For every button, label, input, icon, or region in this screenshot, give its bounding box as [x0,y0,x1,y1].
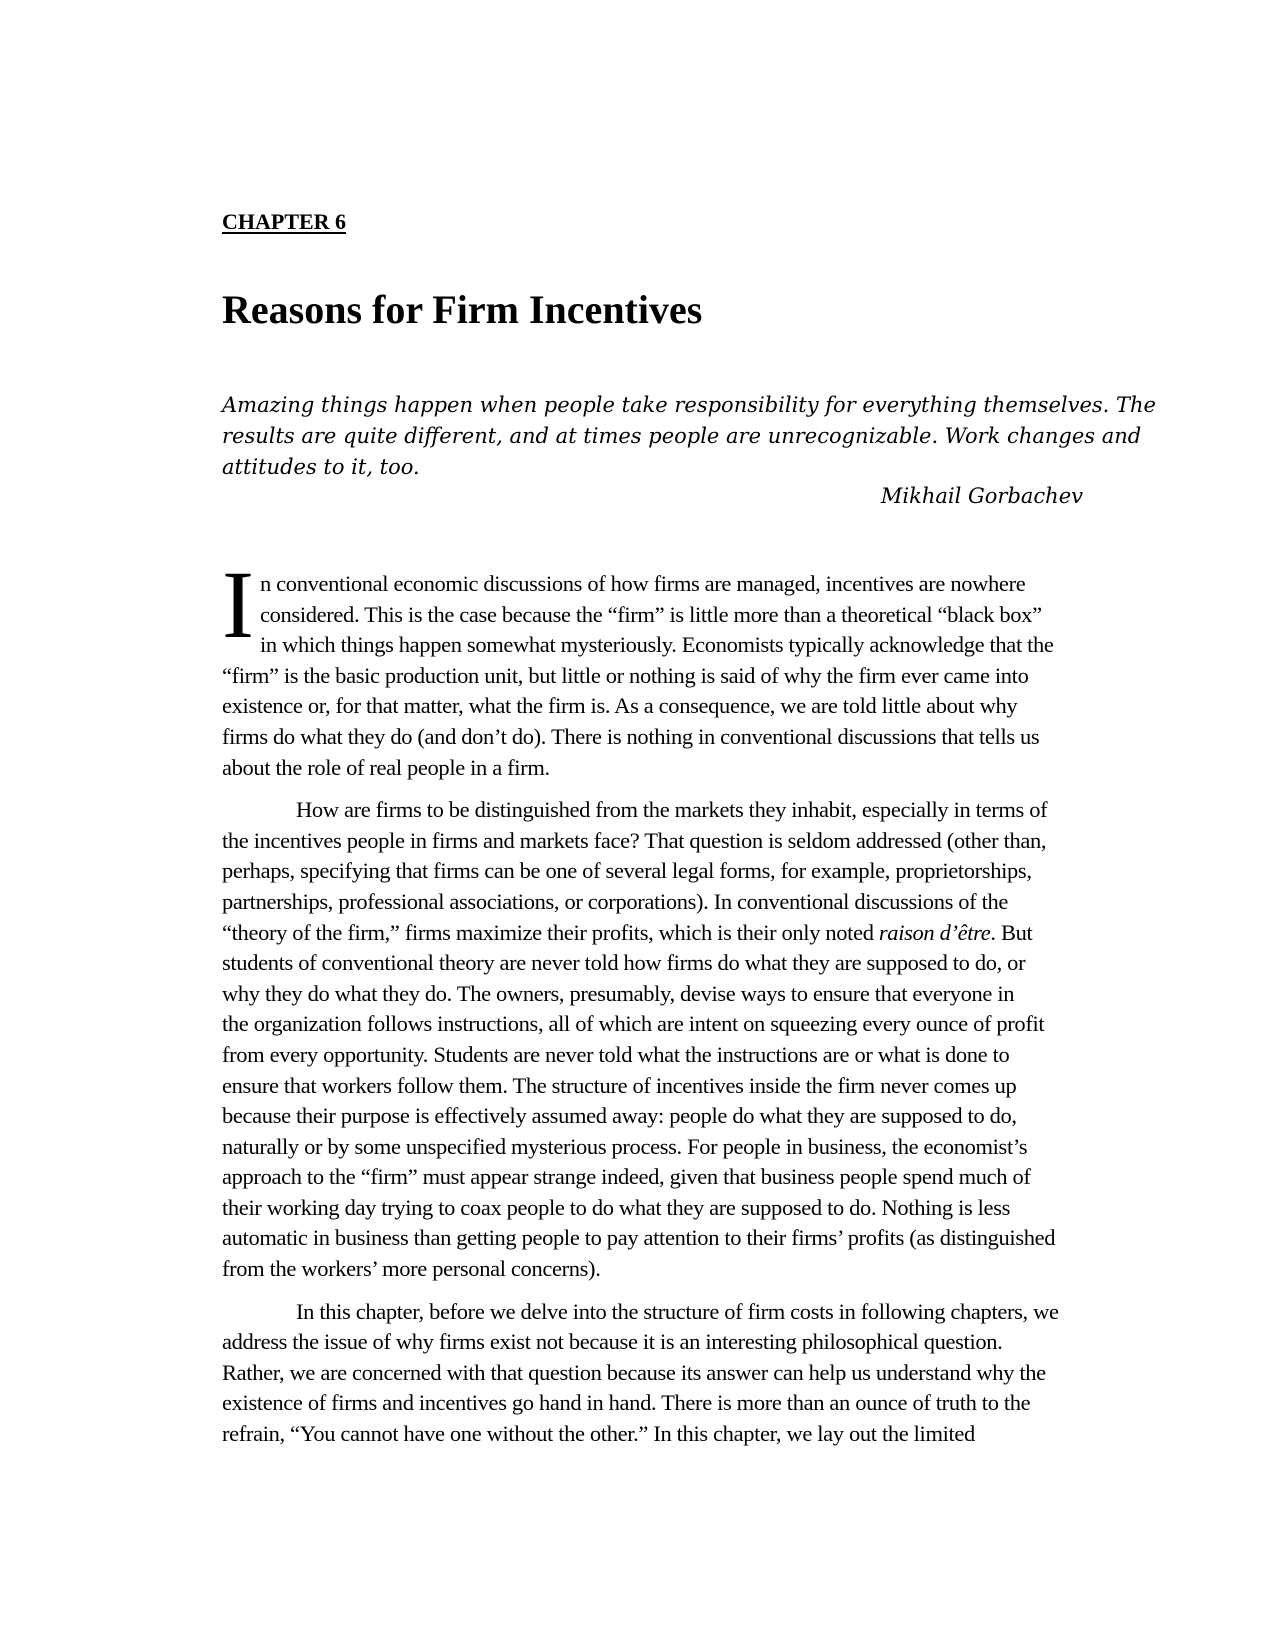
text-line: In this chapter, before we delve into the structure of firm costs in following chapters, we [296,1298,1059,1324]
body-text [222,551,1110,1450]
text-line: considered. This is the case because the “firm” is little more than a theoretical “black box” [260,601,1042,627]
italic-phrase: raison d’être [878,919,991,945]
epigraph-line: results are quite different, and at times people are unrecognizable. Work changes and [222,424,1142,448]
text-line: students of conventional theory are never told how firms do what they are supposed to do, or [222,950,1026,976]
text-line: How are firms to be distinguished from the markets they inhabit, especially in terms of [296,797,1048,823]
paragraph-2 [222,795,1110,1285]
text-line: from the workers’ more personal concerns). [222,1256,601,1282]
paragraph-spacer [222,783,1110,795]
text-line: existence of firms and incentives go hand in hand. There is more than an ounce of truth to the [222,1390,1031,1416]
text-line: the incentives people in firms and markets face? That question is seldom addressed (other than, [222,827,1047,853]
text-line: existence or, for that matter, what the firm is. As a consequence, we are told little about why [222,693,1018,719]
chapter-title: Reasons for Firm Incentives [222,287,703,332]
text-line: why they do what they do. The owners, presumably, devise ways to ensure that everyone in [222,980,1015,1006]
text-line: perhaps, specifying that firms can be one of several legal forms, for example, proprietorships, [222,858,1032,884]
text-line: naturally or by some unspecified mysterious process. For people in business, the economist’s [222,1133,1028,1159]
text-line: because their purpose is effectively assumed away: people do what they are supposed to do, [222,1103,1017,1129]
text-line: “firm” is the basic production unit, but little or nothing is said of why the firm ever came into [222,662,1029,688]
text-line: Rather, we are concerned with that question because its answer can help us understand why the [222,1359,1046,1385]
text-segment: . But [990,919,1033,945]
text-line: automatic in business than getting people to pay attention to their firms’ profits (as distinguished [222,1225,1056,1251]
text-line: address the issue of why firms exist not because it is an interesting philosophical question. [222,1329,1003,1355]
epigraph-attribution: Mikhail Gorbachev [880,484,1083,508]
epigraph-line: attitudes to it, too. [222,455,420,479]
epigraph-line: Amazing things happen when people take responsibility for everything themselves. The [222,393,1156,417]
text-segment: “theory of the firm,” firms maximize their profits, which is their only noted [222,919,879,945]
text-line: from every opportunity. Students are never told what the instructions are or what is done to [222,1041,1010,1067]
text-line: firms do what they do (and don’t do). There is nothing in conventional discussions that tells us [222,723,1040,749]
text-line: partnerships, professional associations, or corporations). In conventional discussions of the [222,888,1009,914]
paragraph-3 [222,1297,1110,1450]
text-line: the organization follows instructions, all of which are intent on squeezing every ounce of profit [222,1011,1045,1037]
text-line [222,918,1110,949]
text-line: n conventional economic discussions of how firms are managed, incentives are nowhere [260,571,1026,596]
chapter-label: CHAPTER 6 [222,209,347,234]
text-line: ensure that workers follow them. The structure of incentives inside the firm never comes up [222,1072,1017,1098]
epigraph-quote [222,390,1156,483]
text-line: their working day trying to coax people to do what they are supposed to do. Nothing is less [222,1194,1011,1220]
text-line: refrain, “You cannot have one without the other.” In this chapter, we lay out the limited [222,1421,975,1447]
paragraph-spacer [222,1285,1110,1297]
text-line: about the role of real people in a firm. [222,754,550,780]
paragraph-1 [222,551,1110,783]
text-line: in which things happen somewhat mysteriously. Economists typically acknowledge that the [260,632,1054,658]
text-line: approach to the “firm” must appear strange indeed, given that business people spend much of [222,1164,1031,1190]
drop-cap: I [222,551,254,658]
